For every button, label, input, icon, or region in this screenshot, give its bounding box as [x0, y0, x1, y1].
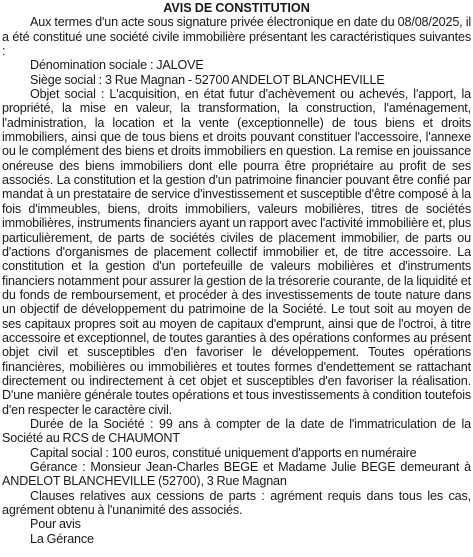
notice-title: AVIS DE CONSTITUTION [163, 1, 310, 15]
management-paragraph: Gérance : Monsieur Jean-Charles BEGE et Madame Julie BEGE demeurant à ANDELOT BLANCHEVILLE (52700), 3 Rue Magnan [2, 460, 471, 489]
corporate-purpose-paragraph: Objet social : L'acquisition, en état futur d'achèvement ou achevés, l'apport, la propriété, la mise en valeur, la transformation, la construction, l'aménagement, l'administration, la location et la vente (exceptionnelle) de tous biens et droits immobiliers, ainsi que de tous biens et droits pouvant constituer l'accessoire, l'annexe ou le complément des biens et droits immobiliers en question. La remise en jouissance onéreuse des biens immobiliers dont elle pourra être propriétaire au profit de ses associés. La constitution et la gestion d'un patrimoine financier pouvant être confié par mandat à un prestataire de service d'investissement et susceptible d'être composé à la fois d'immeubles, biens, droits immobiliers, valeurs mobilières, titres de sociétés immobilières, instruments financiers ayant un rapport avec l'activité immobilière et, plus particulièrement, de parts de sociétés civiles de placement immobilier, de parts ou d'actions d'organismes de placement collectif immobilier et, de titre accessoire. La constitution et la gestion d'un portefeuille de valeurs mobilières et d'instruments financiers notamment pour assurer la gestion de la trésorerie courante, de la liquidité et du fonds de remboursement, et procéder à des investissements de toute nature dans un objectif de développement du patrimoine de la Société. Le tout soit au moyen de ses capitaux propres soit au moyen de capitaux d'emprunt, ainsi que de l'octroi, à titre accessoire et exceptionnel, de toutes garanties à des opérations conformes au présent objet civil et susceptibles d'en favoriser le développement. Toutes opérations financières, mobilières ou immobilières et toutes formes d'endettement se rattachant directement ou indirectement à cet objet et susceptibles d'en favoriser la réalisation. D'une manière générale toutes opérations et tous investissements à condition toutefois d'en respecter le caractère civil. [2, 87, 471, 417]
registered-office-line: Siège social : 3 Rue Magnan - 52700 ANDELOT BLANCHEVILLE [30, 72, 385, 87]
denomination-line: Dénomination sociale : JALOVE [30, 58, 204, 73]
share-transfer-clauses-paragraph: Clauses relatives aux cessions de parts : agrément requis dans tous les cas, agrément obtenu à l'unanimité des associés. [2, 488, 471, 518]
closing-line: Pour avis [30, 517, 81, 532]
signature-line: La Gérance [30, 531, 94, 546]
intro-paragraph: Aux termes d'un acte sous signature privée électronique en date du 08/08/2025, il a été constitué une société civile immobilière présentant les caractéristiques suivantes : [2, 15, 471, 59]
capital-line: Capital social : 100 euros, constitué uniquement d'apports en numéraire [30, 445, 417, 460]
duration-paragraph: Durée de la Société : 99 ans à compter de la date de l'immatriculation de la Société au RCS de CHAUMONT [2, 416, 471, 446]
